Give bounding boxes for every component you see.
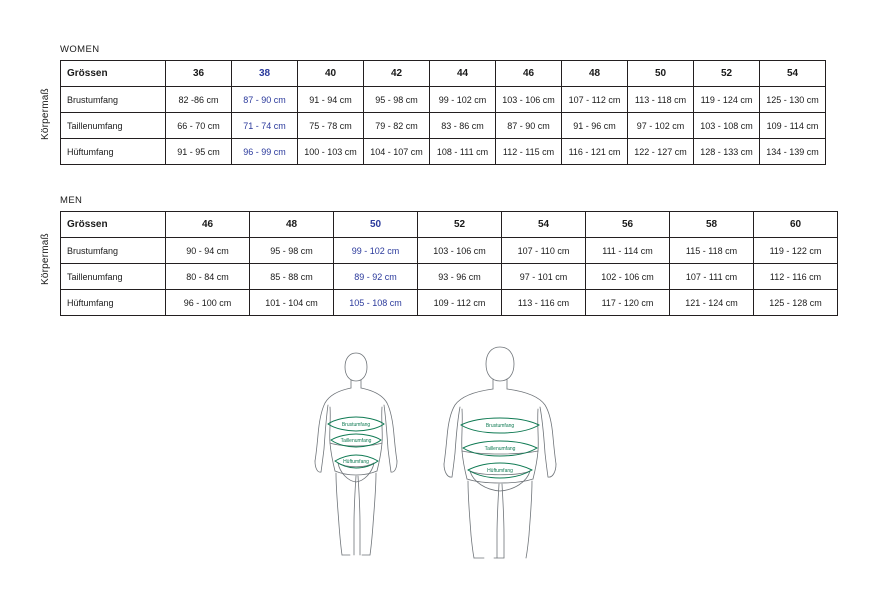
men-measure-cell: 96 - 100 cm — [166, 290, 250, 316]
women-title: WOMEN — [60, 44, 100, 55]
men-measure-cell: 102 - 106 cm — [586, 264, 670, 290]
women-header-label: Grössen — [61, 61, 166, 87]
women-size-header[interactable]: 42 — [364, 61, 430, 87]
men-measure-cell: 109 - 112 cm — [418, 290, 502, 316]
table-row — [61, 238, 838, 264]
women-size-header[interactable]: 52 — [694, 61, 760, 87]
women-size-header[interactable]: 40 — [298, 61, 364, 87]
women-row-label: Hüftumfang — [61, 139, 166, 165]
women-measure-cell: 97 - 102 cm — [628, 113, 694, 139]
women-measure-cell: 79 - 82 cm — [364, 113, 430, 139]
male-body-outline — [444, 347, 556, 558]
women-measure-cell: 107 - 112 cm — [562, 87, 628, 113]
women-size-header[interactable]: 44 — [430, 61, 496, 87]
women-measure-cell: 91 - 94 cm — [298, 87, 364, 113]
women-measure-cell: 87 - 90 cm — [496, 113, 562, 139]
women-measure-cell: 122 - 127 cm — [628, 139, 694, 165]
women-measure-cell: 75 - 78 cm — [298, 113, 364, 139]
men-measure-cell: 89 - 92 cm — [334, 264, 418, 290]
male-label-huefte: Hüftumfang — [487, 468, 513, 474]
men-header-label: Grössen — [61, 212, 166, 238]
men-measure-cell: 113 - 116 cm — [502, 290, 586, 316]
women-measure-cell: 87 - 90 cm — [232, 87, 298, 113]
men-measure-cell: 112 - 116 cm — [754, 264, 838, 290]
men-measure-cell: 85 - 88 cm — [250, 264, 334, 290]
women-size-header[interactable]: 54 — [760, 61, 826, 87]
women-size-header[interactable]: 36 — [166, 61, 232, 87]
women-measure-cell: 116 - 121 cm — [562, 139, 628, 165]
female-body-outline — [315, 353, 397, 555]
women-measure-cell: 91 - 96 cm — [562, 113, 628, 139]
men-size-header[interactable]: 50 — [334, 212, 418, 238]
women-measure-cell: 91 - 95 cm — [166, 139, 232, 165]
men-measure-cell: 117 - 120 cm — [586, 290, 670, 316]
men-axis-label: Körpermaß — [40, 233, 51, 285]
men-measure-cell: 125 - 128 cm — [754, 290, 838, 316]
women-measure-cell: 125 - 130 cm — [760, 87, 826, 113]
women-measure-cell: 109 - 114 cm — [760, 113, 826, 139]
men-measure-cell: 107 - 110 cm — [502, 238, 586, 264]
men-measure-cell: 103 - 106 cm — [418, 238, 502, 264]
men-size-header[interactable]: 54 — [502, 212, 586, 238]
women-header-row — [61, 61, 826, 87]
women-measure-cell: 103 - 106 cm — [496, 87, 562, 113]
women-size-header[interactable]: 48 — [562, 61, 628, 87]
women-measure-cell: 108 - 111 cm — [430, 139, 496, 165]
men-size-header[interactable]: 56 — [586, 212, 670, 238]
table-row — [61, 113, 826, 139]
women-measure-cell: 119 - 124 cm — [694, 87, 760, 113]
men-measure-cell: 90 - 94 cm — [166, 238, 250, 264]
women-measure-cell: 128 - 133 cm — [694, 139, 760, 165]
female-label-huefte: Hüftumfang — [343, 459, 369, 465]
women-measure-cell: 96 - 99 cm — [232, 139, 298, 165]
men-table-block — [60, 196, 838, 316]
women-measure-cell: 95 - 98 cm — [364, 87, 430, 113]
women-size-header[interactable]: 38 — [232, 61, 298, 87]
women-measure-cell: 113 - 118 cm — [628, 87, 694, 113]
table-row — [61, 264, 838, 290]
women-measure-cell: 83 - 86 cm — [430, 113, 496, 139]
table-row — [61, 87, 826, 113]
men-size-header[interactable]: 60 — [754, 212, 838, 238]
women-measure-cell: 71 - 74 cm — [232, 113, 298, 139]
female-label-brust: Brustumfang — [341, 422, 371, 428]
men-row-label: Brustumfang — [61, 238, 166, 264]
women-measure-cell: 100 - 103 cm — [298, 139, 364, 165]
men-measure-cell: 80 - 84 cm — [166, 264, 250, 290]
women-row-label: Brustumfang — [61, 87, 166, 113]
men-size-header[interactable]: 58 — [670, 212, 754, 238]
women-row-label: Taillenumfang — [61, 113, 166, 139]
women-measure-cell: 112 - 115 cm — [496, 139, 562, 165]
women-axis-label: Körpermaß — [40, 88, 51, 140]
men-measure-cell: 101 - 104 cm — [250, 290, 334, 316]
men-measure-cell: 93 - 96 cm — [418, 264, 502, 290]
women-measure-cell: 104 - 107 cm — [364, 139, 430, 165]
men-measure-cell: 119 - 122 cm — [754, 238, 838, 264]
women-size-header[interactable]: 50 — [628, 61, 694, 87]
figures-svg — [300, 345, 590, 560]
men-header-row — [61, 212, 838, 238]
male-label-taille: Taillenumfang — [484, 446, 516, 452]
women-measure-cell: 103 - 108 cm — [694, 113, 760, 139]
male-label-brust: Brustumfang — [485, 423, 515, 429]
men-size-header[interactable]: 48 — [250, 212, 334, 238]
men-measure-cell: 95 - 98 cm — [250, 238, 334, 264]
men-size-header[interactable]: 52 — [418, 212, 502, 238]
men-measure-cell: 115 - 118 cm — [670, 238, 754, 264]
men-measure-cell: 121 - 124 cm — [670, 290, 754, 316]
men-measure-cell: 105 - 108 cm — [334, 290, 418, 316]
men-measure-cell: 97 - 101 cm — [502, 264, 586, 290]
men-size-table — [60, 211, 838, 316]
women-measure-cell: 66 - 70 cm — [166, 113, 232, 139]
women-measure-cell: 99 - 102 cm — [430, 87, 496, 113]
female-label-taille: Taillenumfang — [340, 438, 372, 444]
men-measure-cell: 99 - 102 cm — [334, 238, 418, 264]
table-row — [61, 290, 838, 316]
men-measure-cell: 111 - 114 cm — [586, 238, 670, 264]
men-size-header[interactable]: 46 — [166, 212, 250, 238]
women-measure-cell: 82 -86 cm — [166, 87, 232, 113]
table-row — [61, 139, 826, 165]
men-row-label: Hüftumfang — [61, 290, 166, 316]
women-measure-cell: 134 - 139 cm — [760, 139, 826, 165]
women-table-block — [60, 45, 826, 165]
women-size-header[interactable]: 46 — [496, 61, 562, 87]
women-size-table — [60, 60, 826, 165]
men-row-label: Taillenumfang — [61, 264, 166, 290]
measurement-figures — [300, 345, 590, 560]
men-measure-cell: 107 - 111 cm — [670, 264, 754, 290]
men-title: MEN — [60, 195, 83, 206]
